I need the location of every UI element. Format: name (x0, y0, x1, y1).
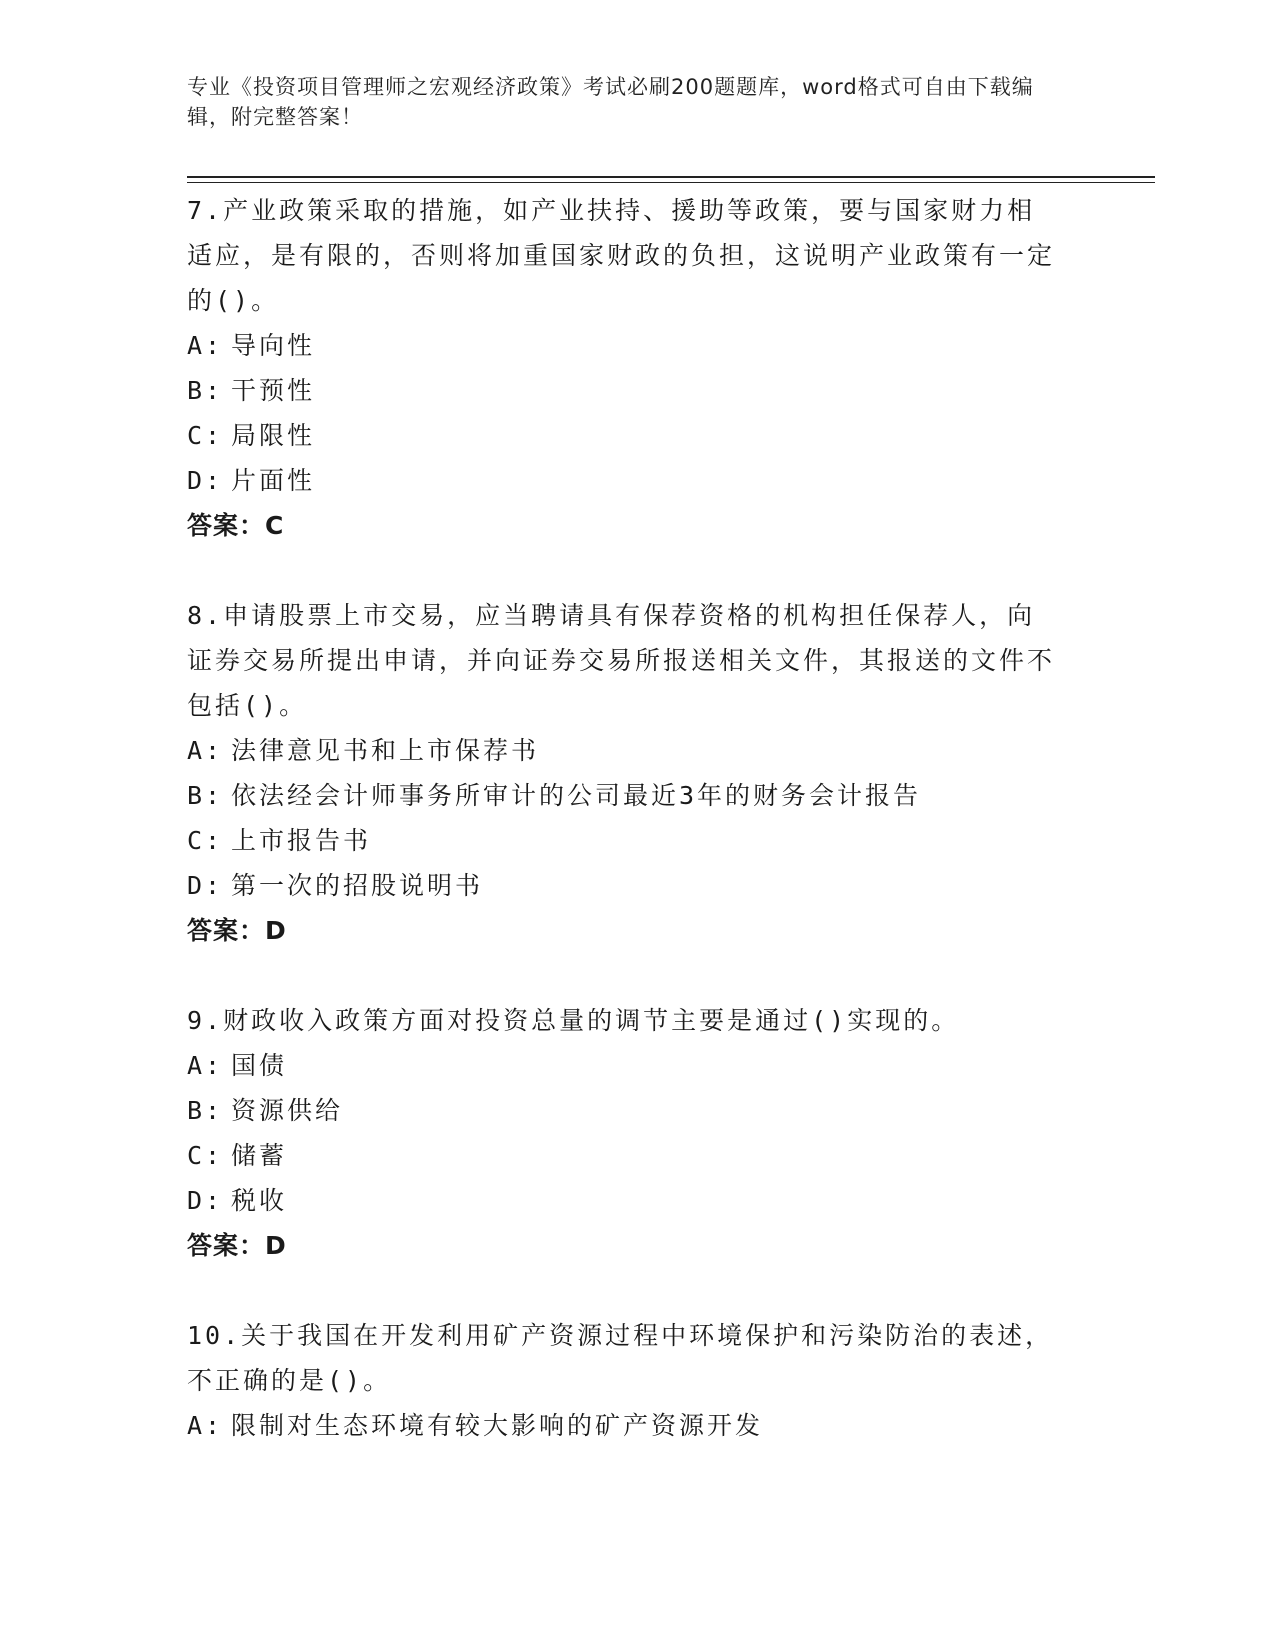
option-a (187, 1043, 1057, 1088)
option-a (187, 1403, 1057, 1448)
document-header: 专业《投资项目管理师之宏观经济政策》考试必刷200题题库，word格式可自由下载编辑，附完整答案！ (187, 75, 1034, 129)
option-letter: C: (187, 826, 224, 855)
option-c (187, 413, 1057, 458)
option-letter: D: (187, 871, 224, 900)
question-10 (187, 1313, 1057, 1448)
question-stem: 8.申请股票上市交易，应当聘请具有保荐资格的机构担任保荐人，向证券交易所提出申请，并向证券交易所报送相关文件，其报送的文件不包括()。 (187, 601, 1056, 720)
option-text: 储蓄 (231, 1141, 288, 1170)
option-text: 依法经会计师事务所审计的公司最近3年的财务会计报告 (231, 781, 922, 810)
option-text: 税收 (231, 1186, 288, 1215)
option-d (187, 1178, 1057, 1223)
question-8 (187, 593, 1057, 954)
option-letter: A: (187, 1051, 224, 1080)
header-divider-thin (187, 182, 1155, 183)
option-letter: A: (187, 736, 224, 765)
option-text: 第一次的招股说明书 (231, 871, 484, 900)
option-c (187, 1133, 1057, 1178)
option-b (187, 773, 1057, 818)
question-7 (187, 188, 1057, 549)
option-c (187, 818, 1057, 863)
answer-label: 答案：C (187, 511, 285, 540)
answer-label: 答案：D (187, 916, 287, 945)
header-divider-thick (187, 176, 1155, 178)
option-text: 法律意见书和上市保荐书 (231, 736, 540, 765)
question-9 (187, 998, 1057, 1269)
option-text: 限制对生态环境有较大影响的矿产资源开发 (231, 1411, 764, 1440)
question-stem: 7.产业政策采取的措施，如产业扶持、援助等政策，要与国家财力相适应，是有限的，否则将加重国家财政的负担，这说明产业政策有一定的()。 (187, 196, 1056, 315)
option-letter: D: (187, 1186, 224, 1215)
option-text: 上市报告书 (231, 826, 372, 855)
option-a (187, 728, 1057, 773)
option-letter: B: (187, 781, 224, 810)
option-letter: C: (187, 421, 224, 450)
option-d (187, 458, 1057, 503)
option-letter: C: (187, 1141, 224, 1170)
answer-label: 答案：D (187, 1231, 287, 1260)
option-text: 导向性 (231, 331, 316, 360)
option-d (187, 863, 1057, 908)
option-text: 片面性 (231, 466, 316, 495)
option-b (187, 1088, 1057, 1133)
option-letter: A: (187, 1411, 224, 1440)
option-text: 干预性 (231, 376, 316, 405)
option-letter: A: (187, 331, 224, 360)
option-text: 资源供给 (231, 1096, 344, 1125)
question-stem: 10.关于我国在开发利用矿产资源过程中环境保护和污染防治的表述，不正确的是()。 (187, 1321, 1054, 1395)
question-stem: 9.财政收入政策方面对投资总量的调节主要是通过()实现的。 (187, 1006, 960, 1035)
option-text: 局限性 (231, 421, 316, 450)
option-text: 国债 (231, 1051, 288, 1080)
option-b (187, 368, 1057, 413)
option-a (187, 323, 1057, 368)
option-letter: B: (187, 1096, 224, 1125)
question-list (187, 188, 1057, 1492)
option-letter: D: (187, 466, 224, 495)
option-letter: B: (187, 376, 224, 405)
